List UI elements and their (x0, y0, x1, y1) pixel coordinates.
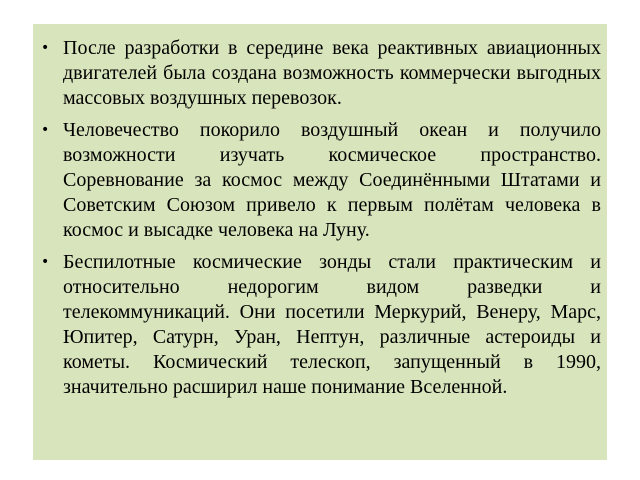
bullet-point-icon: • (41, 122, 50, 138)
bullet-item (41, 250, 601, 400)
slide-content-panel (33, 24, 607, 460)
bullet-item (41, 118, 601, 243)
bullet-list (41, 36, 601, 407)
bullet-text: После разработки в середине века реактивных авиационных двигателей была создана возможность коммерчески выгодных массовых воздушных перевозок. (63, 37, 601, 109)
bullet-item (41, 36, 601, 111)
bullet-point-icon: • (41, 254, 50, 270)
bullet-point-icon: • (41, 40, 50, 56)
bullet-text: Беспилотные космические зонды стали практическим и относительно недорогим видом разведки и телекоммуникаций. Они посетили Меркурий, Венеру, Марс, Юпитер, Сатурн, Уран, Нептун, различные астероиды и кометы. Космический телескоп, запущенный в 1990, значительно расширил наше понимание Вселенной. (63, 251, 601, 398)
bullet-text: Человечество покорило воздушный океан и получило возможности изучать космическое пространство. Соревнование за космос между Соединёнными Штатами и Советским Союзом привело к первым полётам человека в космос и высадке человека на Луну. (63, 119, 601, 241)
